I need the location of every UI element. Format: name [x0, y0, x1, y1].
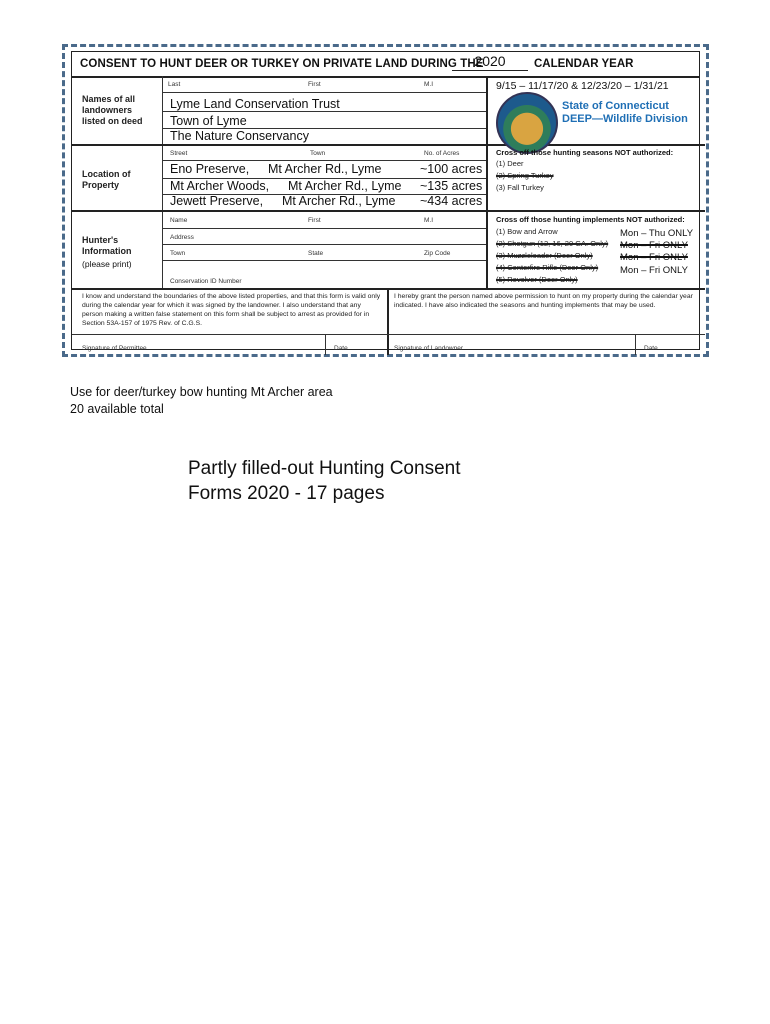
- hunter-col-mi: M.I: [424, 217, 434, 224]
- rule: [72, 144, 705, 146]
- agency-line-1: State of Connecticut: [562, 100, 669, 112]
- divider: [387, 288, 389, 355]
- season-deer: (1) Deer: [496, 159, 524, 168]
- loc-acres-2: ~135 acres: [420, 179, 483, 193]
- implement-bow: (1) Bow and Arrow: [496, 227, 558, 236]
- signature-permittee: Signature of Permittee: [82, 345, 147, 352]
- landowner-name-2: Town of Lyme: [170, 114, 247, 128]
- hunter-town: Town: [170, 250, 186, 257]
- implement-shotgun: (2) Shotgun (12, 16, 20 GA. Only): [496, 239, 609, 248]
- implements-header: Cross off those hunting implements NOT authorized:: [496, 215, 685, 224]
- col-acres: No. of Acres: [424, 150, 460, 157]
- rule: [162, 111, 486, 112]
- hunter-col-name: Name: [170, 217, 188, 224]
- availability-note: 20 available total: [70, 402, 164, 416]
- implement-rifle: (4) Centerfire Rifle (Deer Only): [496, 263, 599, 272]
- hunter-label: Hunter's Information: [82, 235, 132, 256]
- caption-line-1: Partly filled-out Hunting Consent: [188, 458, 461, 479]
- hunter-conservation-id: Conservation ID Number: [170, 278, 242, 285]
- season-fall-turkey: (3) Fall Turkey: [496, 183, 544, 192]
- location-label: Location of Property: [82, 169, 131, 190]
- form-border: [71, 51, 700, 350]
- loc-street-3: Jewett Preserve,: [170, 194, 264, 208]
- loc-town-3: Mt Archer Rd., Lyme: [282, 194, 396, 208]
- hunter-address: Address: [170, 234, 194, 241]
- loc-acres-1: ~100 acres: [420, 162, 483, 176]
- ct-deep-logo: [496, 92, 558, 154]
- loc-town-1: Mt Archer Rd., Lyme: [268, 162, 382, 176]
- implement-note-2: Mon – Fri ONLY: [620, 240, 688, 251]
- landowner-name-1: Lyme Land Conservation Trust: [170, 97, 340, 111]
- rule: [72, 334, 705, 335]
- year-field: 2020: [452, 53, 528, 71]
- implement-revolver: (5) Revolver (Deer Only): [496, 275, 578, 284]
- permittee-statement: I know and understand the boundaries of the above listed properties, and that this form is valid only during the calendar year for which it was signed by the landowner. I also understand that any person making a written false statement on this form shall be subject to arrest as provided for in Section 53A-157 of 1975 Rev. of C.G.S.: [82, 293, 381, 327]
- consent-form-card: [62, 44, 709, 357]
- hunter-col-first: First: [308, 217, 321, 224]
- loc-acres-3: ~434 acres: [420, 194, 483, 208]
- rule: [162, 244, 486, 245]
- date-permittee: Date: [334, 345, 348, 352]
- caption-line-2: Forms 2020 - 17 pages: [188, 483, 385, 504]
- col-town: Town: [310, 150, 326, 157]
- rule: [162, 228, 486, 229]
- divider: [486, 76, 488, 289]
- implement-muzzleloader: (3) Muzzleloader (Deer Only): [496, 251, 593, 260]
- landowner-statement: I hereby grant the person named above permission to hunt on my property during the calendar year indicated. I have also indicated the seasons and hunting implements that may be used.: [394, 293, 693, 309]
- season-spring-turkey: (2) Spring Turkey: [496, 171, 554, 180]
- hunter-zip: Zip Code: [424, 250, 451, 257]
- please-print: (please print): [82, 259, 132, 269]
- seasons-header: Cross off those hunting seasons NOT authorized:: [496, 148, 674, 157]
- col-first: First: [308, 81, 321, 88]
- form-title: CONSENT TO HUNT DEER OR TURKEY ON PRIVATE LAND DURING THE: [80, 58, 484, 70]
- implement-note-4: Mon – Fri ONLY: [620, 265, 688, 276]
- signature-landowner: Signature of Landowner: [394, 345, 464, 352]
- rule: [162, 260, 486, 261]
- form-title-suffix: CALENDAR YEAR: [534, 58, 634, 70]
- divider: [325, 334, 326, 355]
- loc-street-1: Eno Preserve,: [170, 162, 250, 176]
- landowner-name-3: The Nature Conservancy: [170, 129, 309, 143]
- divider: [162, 76, 163, 289]
- loc-street-2: Mt Archer Woods,: [170, 179, 270, 193]
- agency-line-2: DEEP—Wildlife Division: [562, 113, 688, 125]
- rule: [72, 210, 705, 212]
- usage-note: Use for deer/turkey bow hunting Mt Archer area: [70, 385, 333, 399]
- hunter-state: State: [308, 250, 324, 257]
- loc-town-2: Mt Archer Rd., Lyme: [288, 179, 402, 193]
- implement-note-1: Mon – Thu ONLY: [620, 228, 694, 239]
- season-dates: 9/15 – 11/17/20 & 12/23/20 – 1/31/21: [496, 80, 669, 92]
- rule: [162, 92, 486, 93]
- form-title-row: [72, 52, 699, 78]
- date-landowner: Date: [644, 345, 658, 352]
- divider: [635, 334, 636, 355]
- col-street: Street: [170, 150, 188, 157]
- rule: [162, 160, 486, 161]
- col-mi: M.I: [424, 81, 434, 88]
- implement-note-3: Mon – Fri ONLY: [620, 252, 688, 263]
- landowners-label: Names of all landowners listed on deed: [82, 94, 143, 126]
- col-last: Last: [168, 81, 181, 88]
